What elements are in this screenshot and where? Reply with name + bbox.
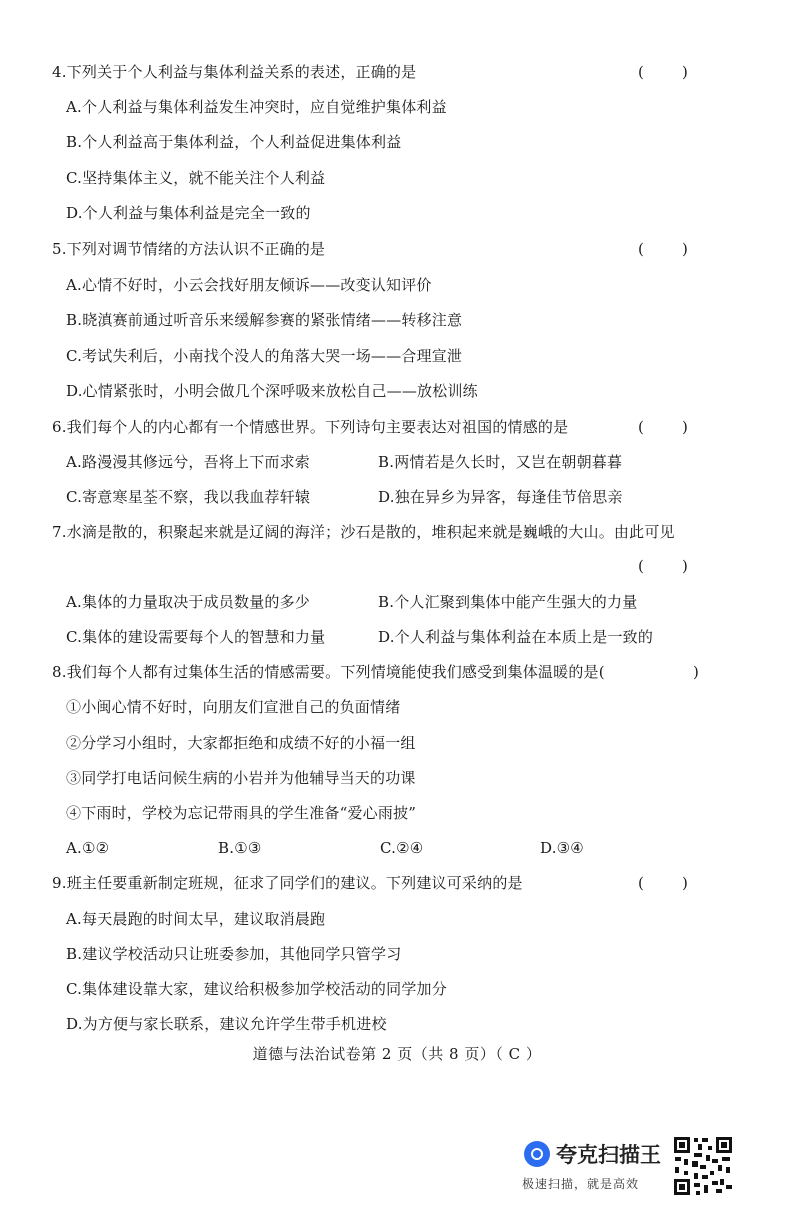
q8-option-b: B.①③	[218, 839, 262, 857]
q8-option-a: A.①②	[66, 839, 110, 857]
q7-option-b: B.个人汇聚到集体中能产生强大的力量	[378, 593, 638, 611]
q8-statement-2: ②分学习小组时，大家都拒绝和成绩不好的小福一组	[66, 734, 416, 752]
q5-option-d: D.心情紧张时，小明会做几个深呼吸来放松自己——放松训练	[66, 382, 478, 400]
q5-option-b: B.晓滇赛前通过听音乐来缓解参赛的紧张情绪——转移注意	[66, 311, 463, 329]
scanner-brand-name: 夸克扫描王	[556, 1143, 661, 1167]
q7-option-d: D.个人利益与集体利益在本质上是一致的	[378, 628, 654, 646]
q7-stem: 7.水滴是散的，积聚起来就是辽阔的海洋；沙石是散的，堆积起来就是巍峨的大山。由此可见	[52, 523, 675, 541]
q4-stem: 4.下列关于个人利益与集体利益关系的表述，正确的是	[52, 63, 417, 81]
q9-stem: 9.班主任要重新制定班规，征求了同学们的建议。下列建议可采纳的是	[52, 874, 523, 892]
q9-answer-bracket: ( )	[638, 874, 688, 892]
scanner-logo-icon	[524, 1141, 550, 1167]
q8-answer-bracket-close: )	[693, 663, 699, 681]
q6-stem: 6.我们每个人的内心都有一个情感世界。下列诗句主要表达对祖国的情感的是	[52, 418, 569, 436]
q4-option-d: D.个人利益与集体利益是完全一致的	[66, 204, 311, 222]
q9-option-d: D.为方便与家长联系，建议允许学生带手机进校	[66, 1015, 387, 1033]
q4-option-b: B.个人利益高于集体利益，个人利益促进集体利益	[66, 133, 402, 151]
q8-statement-1: ①小闽心情不好时，向朋友们宣泄自己的负面情绪	[66, 698, 401, 716]
q5-stem: 5.下列对调节情绪的方法认识不正确的是	[52, 240, 326, 258]
q9-option-a: A.每天晨跑的时间太早，建议取消晨跑	[66, 910, 326, 928]
q7-answer-bracket: ( )	[638, 557, 688, 575]
scanner-slogan: 极速扫描，就是高效	[522, 1177, 640, 1191]
q4-option-c: C.坚持集体主义，就不能关注个人利益	[66, 169, 326, 187]
q8-stem: 8.我们每个人都有过集体生活的情感需要。下列情境能使我们感受到集体温暖的是(	[52, 663, 605, 681]
q5-option-a: A.心情不好时，小云会找好朋友倾诉——改变认知评价	[66, 276, 432, 294]
scanner-watermark	[520, 1137, 670, 1197]
q7-option-c: C.集体的建设需要每个人的智慧和力量	[66, 628, 326, 646]
q6-option-b: B.两情若是久长时，又岂在朝朝暮暮	[378, 453, 623, 471]
q5-answer-bracket: ( )	[638, 240, 688, 258]
q6-option-c: C.寄意寒星荃不察，我以我血荐轩辕	[66, 488, 311, 506]
q6-answer-bracket: ( )	[638, 418, 688, 436]
qr-code-icon	[672, 1135, 734, 1197]
q7-option-a: A.集体的力量取决于成员数量的多少	[66, 593, 311, 611]
q8-statement-3: ③同学打电话问候生病的小岩并为他辅导当天的功课	[66, 769, 416, 787]
q5-option-c: C.考试失利后，小南找个没人的角落大哭一场——合理宣泄	[66, 347, 463, 365]
q6-option-a: A.路漫漫其修远兮，吾将上下而求索	[66, 453, 311, 471]
q8-statement-4: ④下雨时，学校为忘记带雨具的学生准备“爱心雨披”	[66, 804, 417, 822]
page-footer: 道德与法治试卷第 2 页（共 8 页）（ C ）	[252, 1045, 542, 1063]
q4-answer-bracket: ( )	[638, 63, 688, 81]
q8-option-d: D.③④	[540, 839, 584, 857]
q9-option-b: B.建议学校活动只让班委参加，其他同学只管学习	[66, 945, 402, 963]
q4-option-a: A.个人利益与集体利益发生冲突时，应自觉维护集体利益	[66, 98, 447, 116]
q8-option-c: C.②④	[380, 839, 424, 857]
q6-option-d: D.独在异乡为异客，每逢佳节倍思亲	[378, 488, 623, 506]
q9-option-c: C.集体建设靠大家，建议给积极参加学校活动的同学加分	[66, 980, 447, 998]
